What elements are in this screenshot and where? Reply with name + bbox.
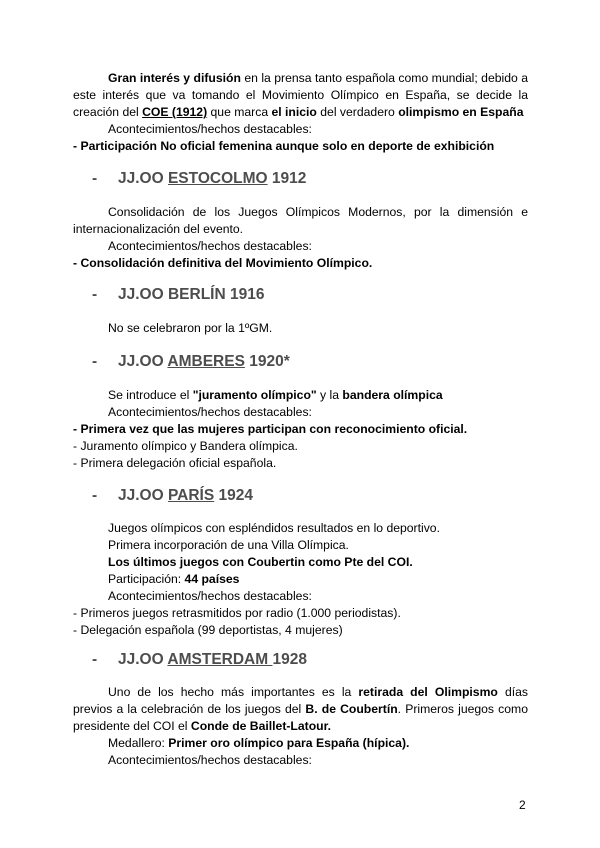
- antwerp-intro: Se introduce el "juramento olímpico" y la bandera olímpica: [108, 388, 443, 402]
- events-label: Acontecimientos/hechos destacables:: [108, 753, 312, 767]
- heading-berlin-1916: - JJ.OO BERLÍN 1916: [92, 286, 265, 303]
- paris-line: Juegos olímpicos con espléndidos resultados en lo deportivo.: [108, 521, 440, 535]
- paris-line: Los últimos juegos con Coubertin como Pte del COI.: [108, 555, 413, 569]
- events-label: Acontecimientos/hechos destacables:: [108, 405, 312, 419]
- heading-antwerp-1920: - JJ.OO AMBERES 1920*: [92, 353, 290, 370]
- heading-stockholm-1912: - JJ.OO ESTOCOLMO 1912: [92, 170, 307, 187]
- stockholm-paragraph: Consolidación de los Juegos Olímpicos Modernos, por la dimensión e internacionalización del evento.: [73, 205, 528, 236]
- heading-amsterdam-1928: - JJ.OO AMSTERDAM 1928: [92, 651, 307, 668]
- event-item: - Consolidación definitiva del Movimiento Olímpico.: [73, 256, 373, 270]
- event-item: - Juramento olímpico y Bandera olímpica.: [73, 439, 298, 453]
- amsterdam-paragraph: Uno de los hecho más importantes es la retirada del Olimpismo días previos a la celebración de los juegos del B. de Coubertín. Primeros juegos como presidente del COI el Conde de Baillet-Latour.: [73, 685, 528, 733]
- events-label: Acontecimientos/hechos destacables:: [108, 239, 312, 253]
- intro-paragraph: Gran interés y difusión en la prensa tanto española como mundial; debido a este interés que va tomando el Movimiento Olímpico en España, se decide la creación del COE (1912) que marca el inicio del verdadero olimpismo en España: [73, 71, 528, 119]
- event-item: - Delegación española (99 deportistas, 4 mujeres): [73, 623, 343, 637]
- paris-line: Participación: 44 países: [108, 572, 240, 586]
- events-label: Acontecimientos/hechos destacables:: [108, 589, 312, 603]
- event-item: - Primeros juegos retrasmitidos por radio (1.000 periodistas).: [73, 606, 401, 620]
- amsterdam-medal: Medallero: Primer oro olímpico para España (hípica).: [108, 736, 410, 750]
- page-number: 2: [519, 798, 526, 812]
- paris-line: Primera incorporación de una Villa Olímpica.: [108, 538, 349, 552]
- event-item: - Primera vez que las mujeres participan con reconocimiento oficial.: [73, 422, 468, 436]
- heading-paris-1924: - JJ.OO PARÍS 1924: [92, 487, 253, 504]
- berlin-paragraph: No se celebraron por la 1ºGM.: [108, 321, 273, 335]
- event-item: - Primera delegación oficial española.: [73, 456, 277, 470]
- event-item: - Participación No oficial femenina aunque solo en deporte de exhibición: [73, 139, 495, 153]
- events-label: Acontecimientos/hechos destacables:: [108, 122, 312, 136]
